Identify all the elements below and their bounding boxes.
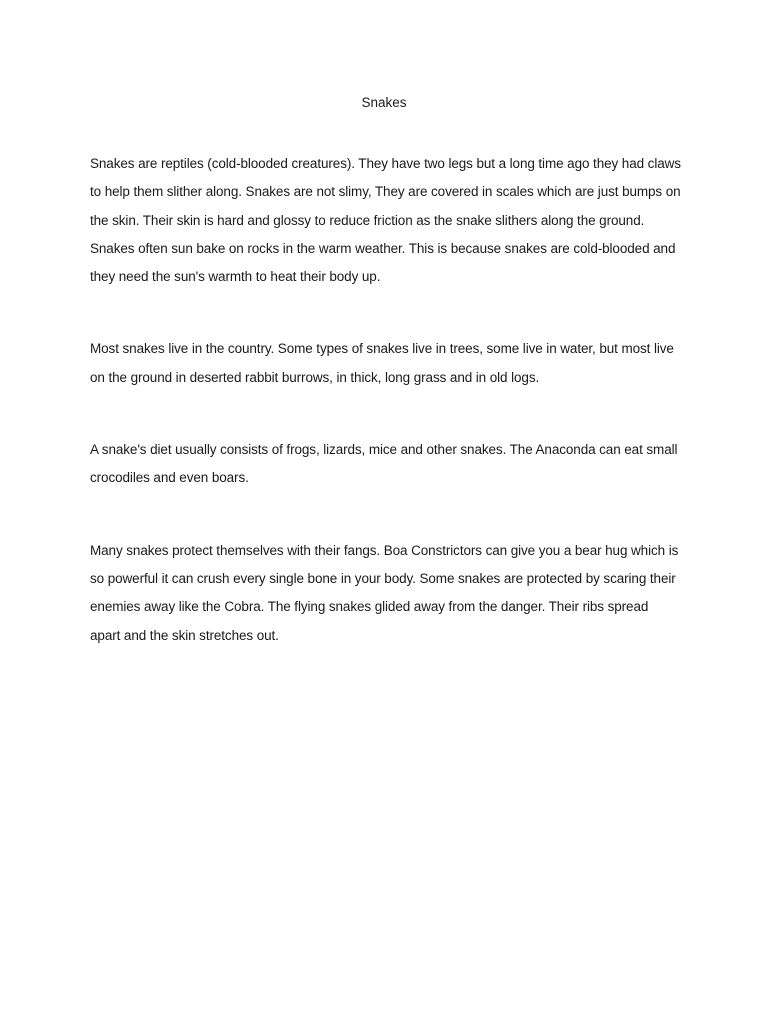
- paragraph-diet: A snake's diet usually consists of frogs, lizards, mice and other snakes. The Anaconda can eat small crocodiles and even boars.: [90, 442, 678, 486]
- document-body: [90, 150, 682, 650]
- paragraph-protection: Many snakes protect themselves with their fangs. Boa Constrictors can give you a bear hug which is so powerful it can crush every single bone in your body. Some snakes are protected by scaring their enemies away like the Cobra. The flying snakes glided away from the danger. Their ribs spread apart and the skin stretches out.: [90, 542, 679, 643]
- document-title: Snakes: [361, 95, 407, 110]
- paragraph-reptile-facts: Snakes are reptiles (cold-blooded creatures). They have two legs but a long time ago they had claws to help them slither along. Snakes are not slimy, They are covered in scales which are just bumps on the skin. Their skin is hard and glossy to reduce friction as the snake slithers along the ground. Snakes often sun bake on rocks in the warm weather. This is because snakes are cold-blooded and they need the sun's warmth to heat their body up.: [90, 156, 681, 285]
- paragraph-habitat: Most snakes live in the country. Some types of snakes live in trees, some live in water, but most live on the ground in deserted rabbit burrows, in thick, long grass and in old logs.: [90, 341, 674, 385]
